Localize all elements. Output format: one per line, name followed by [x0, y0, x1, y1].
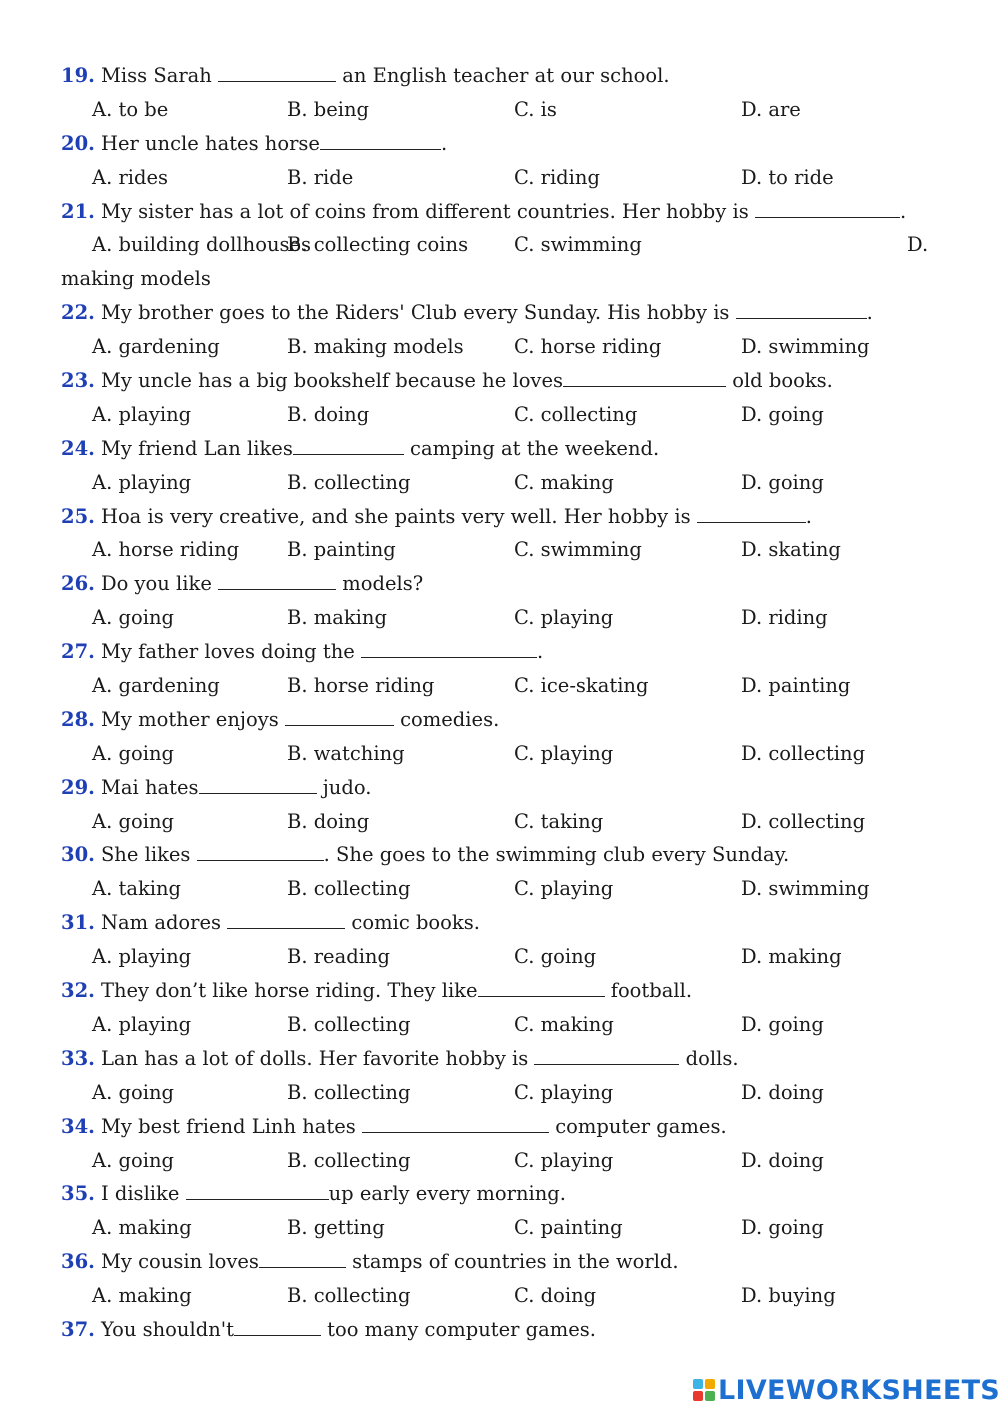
question-text: old books.: [726, 369, 833, 393]
logo-square: [693, 1379, 703, 1389]
question-number: 31.: [61, 911, 95, 935]
option-b[interactable]: B. doing: [287, 402, 370, 426]
answer-blank[interactable]: [218, 569, 336, 590]
question-text: camping at the weekend.: [403, 436, 660, 460]
question-line: [61, 296, 961, 330]
option-c[interactable]: C. painting: [514, 1216, 623, 1240]
option-c[interactable]: C. making: [514, 1012, 614, 1036]
options-line: [61, 872, 961, 906]
option-c[interactable]: C. playing: [514, 741, 614, 765]
question-text: models?: [336, 572, 424, 596]
answer-blank[interactable]: [186, 1179, 329, 1200]
question-text: .: [899, 199, 907, 223]
question-text: Lan has a lot of dolls. Her favorite hobby is: [100, 1046, 535, 1070]
option-a[interactable]: A. playing: [92, 402, 192, 426]
option-d[interactable]: D. collecting: [741, 741, 866, 765]
answer-blank[interactable]: [736, 298, 867, 319]
question-text: You shouldn't: [100, 1317, 234, 1341]
option-b[interactable]: B. making models: [287, 335, 464, 359]
question-line: [61, 974, 961, 1008]
options-line: [61, 1279, 961, 1313]
question-line: [61, 1313, 961, 1347]
question-line: [61, 838, 961, 872]
options-line: [61, 533, 961, 567]
option-a[interactable]: A. taking: [92, 877, 182, 901]
option-b[interactable]: B. making: [287, 606, 387, 630]
option-a[interactable]: A. playing: [92, 1012, 192, 1036]
question-text: Do you like: [100, 572, 219, 596]
question-number: 32.: [61, 979, 95, 1003]
option-d[interactable]: D. going: [741, 402, 824, 426]
question-number: 33.: [61, 1046, 95, 1070]
question-line: [61, 567, 961, 601]
option-d[interactable]: D. painting: [741, 674, 851, 698]
answer-blank[interactable]: [755, 196, 900, 217]
option-b[interactable]: B. collecting coins: [287, 233, 469, 257]
answer-blank[interactable]: [199, 772, 317, 793]
options-line: [61, 398, 961, 432]
question-text: She likes: [100, 843, 197, 867]
question-text: Mai hates: [100, 775, 199, 799]
option-b[interactable]: B. getting: [287, 1216, 385, 1240]
option-b[interactable]: B. painting: [287, 538, 396, 562]
option-d[interactable]: D. skating: [741, 538, 841, 562]
brand-name: LIVEWORKSHEETS: [718, 1374, 1000, 1406]
question-number: 37.: [61, 1317, 95, 1341]
option-c[interactable]: C. going: [514, 945, 597, 969]
question-line: [61, 703, 961, 737]
option-d[interactable]: D. buying: [741, 1284, 836, 1308]
question-text: .: [537, 640, 544, 664]
options-line: [61, 1211, 961, 1245]
logo-square: [705, 1379, 715, 1389]
option-c[interactable]: C. ice-skating: [514, 674, 649, 698]
option-d[interactable]: D. going: [741, 1216, 824, 1240]
options-line: [61, 228, 961, 262]
question-text: an English teacher at our school.: [336, 64, 670, 87]
option-c[interactable]: C. riding: [514, 165, 600, 189]
option-a[interactable]: A. gardening: [92, 674, 220, 698]
answer-blank[interactable]: [234, 1314, 321, 1335]
option-a[interactable]: A. to be: [92, 97, 169, 121]
question-line: [61, 364, 961, 398]
option-d[interactable]: D. swimming: [741, 335, 870, 359]
option-b[interactable]: B. ride: [287, 165, 354, 189]
options-line: [61, 601, 961, 635]
option-d[interactable]: D. making: [741, 945, 842, 969]
options-line: [61, 805, 961, 839]
option-c[interactable]: C. playing: [514, 1080, 614, 1104]
question-line: [61, 59, 961, 93]
question-number: 23.: [61, 369, 95, 393]
answer-blank[interactable]: [197, 840, 324, 861]
answer-blank[interactable]: [320, 128, 441, 149]
answer-blank[interactable]: [361, 637, 537, 658]
option-b[interactable]: B. watching: [287, 741, 405, 765]
question-number: 34.: [61, 1114, 95, 1138]
option-b[interactable]: B. collecting: [287, 470, 411, 494]
question-text: My sister has a lot of coins from different countries. Her hobby is: [100, 199, 755, 223]
question-text: football.: [604, 979, 693, 1003]
option-wrap-line[interactable]: making models: [61, 267, 211, 291]
options-line: [61, 737, 961, 771]
option-b[interactable]: B. reading: [287, 945, 390, 969]
option-d[interactable]: D. to ride: [741, 165, 834, 189]
question-text: My mother enjoys: [100, 707, 285, 731]
logo-square: [693, 1391, 703, 1401]
option-a[interactable]: A. making: [92, 1216, 192, 1240]
answer-blank[interactable]: [563, 366, 726, 387]
option-a[interactable]: A. going: [92, 606, 174, 630]
question-number: 26.: [61, 572, 95, 596]
liveworksheets-logo: [693, 1376, 1000, 1404]
question-text: Nam adores: [100, 911, 228, 935]
question-text: Her uncle hates horse: [100, 131, 320, 155]
options-line: [61, 1144, 961, 1178]
answer-blank[interactable]: [697, 501, 806, 522]
question-text: too many computer games.: [320, 1317, 596, 1341]
question-line: [61, 906, 961, 940]
question-number: 36.: [61, 1250, 95, 1274]
question-line: [61, 195, 961, 229]
question-line: [61, 1177, 961, 1211]
question-number: 20.: [61, 131, 95, 155]
worksheet: [61, 59, 961, 1347]
option-d[interactable]: D. going: [741, 1012, 824, 1036]
question-text: I dislike: [100, 1182, 186, 1206]
answer-blank[interactable]: [478, 976, 605, 997]
option-c[interactable]: C. taking: [514, 809, 604, 833]
option-a[interactable]: A. going: [92, 741, 174, 765]
option-a[interactable]: A. making: [92, 1284, 192, 1308]
question-number: 30.: [61, 843, 95, 867]
question-line: [61, 127, 961, 161]
option-b[interactable]: B. collecting: [287, 1148, 411, 1172]
logo-mark-icon: [693, 1379, 715, 1401]
question-line: [61, 771, 961, 805]
question-text: They don’t like horse riding. They like: [100, 979, 478, 1003]
question-line: [61, 432, 961, 466]
option-b[interactable]: B. collecting: [287, 877, 411, 901]
answer-blank[interactable]: [285, 704, 394, 725]
question-number: 19.: [61, 64, 95, 87]
question-text: dolls.: [679, 1046, 739, 1070]
option-a[interactable]: A. going: [92, 1080, 174, 1104]
option-c[interactable]: C. playing: [514, 606, 614, 630]
option-c[interactable]: C. playing: [514, 877, 614, 901]
option-c[interactable]: C. collecting: [514, 402, 638, 426]
answer-blank[interactable]: [259, 1247, 346, 1268]
option-a[interactable]: A. going: [92, 809, 174, 833]
option-c[interactable]: C. is: [514, 97, 557, 121]
option-c[interactable]: C. doing: [514, 1284, 597, 1308]
options-line: [61, 1076, 961, 1110]
option-a[interactable]: A. playing: [92, 470, 192, 494]
question-number: 22.: [61, 301, 95, 325]
question-text: stamps of countries in the world.: [345, 1250, 679, 1274]
option-b[interactable]: B. collecting: [287, 1080, 411, 1104]
options-line: [61, 93, 961, 127]
option-d[interactable]: D. collecting: [741, 809, 866, 833]
question-text: up early every morning.: [328, 1182, 566, 1206]
question-line: [61, 1042, 961, 1076]
question-number: 21.: [61, 199, 95, 223]
question-text: comic books.: [345, 911, 480, 935]
option-a[interactable]: A. playing: [92, 945, 192, 969]
question-text: My best friend Linh hates: [100, 1114, 363, 1138]
question-number: 35.: [61, 1182, 95, 1206]
question-text: .: [805, 504, 812, 528]
question-line: [61, 635, 961, 669]
option-b[interactable]: B. collecting: [287, 1012, 411, 1036]
question-number: 28.: [61, 707, 95, 731]
option-d[interactable]: D. riding: [741, 606, 828, 630]
answer-blank[interactable]: [362, 1111, 549, 1132]
question-line: [61, 1245, 961, 1279]
options-line: [61, 466, 961, 500]
option-d[interactable]: D. swimming: [741, 877, 870, 901]
answer-blank[interactable]: [218, 61, 336, 82]
option-a[interactable]: A. gardening: [92, 335, 220, 359]
question-line: [61, 500, 961, 534]
option-c[interactable]: C. swimming: [514, 233, 642, 257]
option-b[interactable]: B. being: [287, 97, 370, 121]
question-number: 24.: [61, 436, 95, 460]
question-text: . She goes to the swimming club every Sunday.: [323, 843, 790, 867]
question-text: .: [440, 131, 448, 155]
option-d[interactable]: D.: [907, 233, 929, 257]
option-a[interactable]: A. horse riding: [92, 538, 240, 562]
question-number: 27.: [61, 640, 95, 664]
question-text: My cousin loves: [100, 1250, 259, 1274]
question-number: 25.: [61, 504, 95, 528]
question-text: Hoa is very creative, and she paints very well. Her hobby is: [100, 504, 697, 528]
option-c[interactable]: C. making: [514, 470, 614, 494]
option-b[interactable]: B. doing: [287, 809, 370, 833]
question-text: judo.: [316, 775, 372, 799]
option-d[interactable]: D. are: [741, 97, 801, 121]
question-text: Miss Sarah: [100, 64, 219, 87]
option-b[interactable]: B. horse riding: [287, 674, 435, 698]
question-line: [61, 1110, 961, 1144]
question-text: My uncle has a big bookshelf because he loves: [100, 369, 563, 393]
options-line: [61, 940, 961, 974]
question-text: My father loves doing the: [100, 640, 361, 664]
option-a[interactable]: A. building dollhouses: [92, 233, 312, 257]
options-line: [61, 1008, 961, 1042]
option-a[interactable]: A. going: [92, 1148, 174, 1172]
answer-blank[interactable]: [227, 908, 345, 929]
option-a[interactable]: A. rides: [92, 165, 169, 189]
options-line: [61, 669, 961, 703]
question-text: .: [866, 301, 873, 325]
option-b[interactable]: B. collecting: [287, 1284, 411, 1308]
question-number: 29.: [61, 775, 95, 799]
options-line: [61, 161, 961, 195]
question-text: computer games.: [549, 1114, 727, 1138]
option-d[interactable]: D. going: [741, 470, 824, 494]
logo-square: [705, 1391, 715, 1401]
answer-blank[interactable]: [534, 1043, 679, 1064]
options-line: [61, 330, 961, 364]
answer-blank[interactable]: [293, 433, 404, 454]
option-d[interactable]: D. doing: [741, 1080, 824, 1104]
option-c[interactable]: C. horse riding: [514, 335, 662, 359]
question-text: comedies.: [393, 707, 500, 731]
option-d[interactable]: D. doing: [741, 1148, 824, 1172]
option-c[interactable]: C. swimming: [514, 538, 642, 562]
option-c[interactable]: C. playing: [514, 1148, 614, 1172]
question-text: My brother goes to the Riders' Club every Sunday. His hobby is: [100, 301, 736, 325]
question-text: My friend Lan likes: [100, 436, 293, 460]
